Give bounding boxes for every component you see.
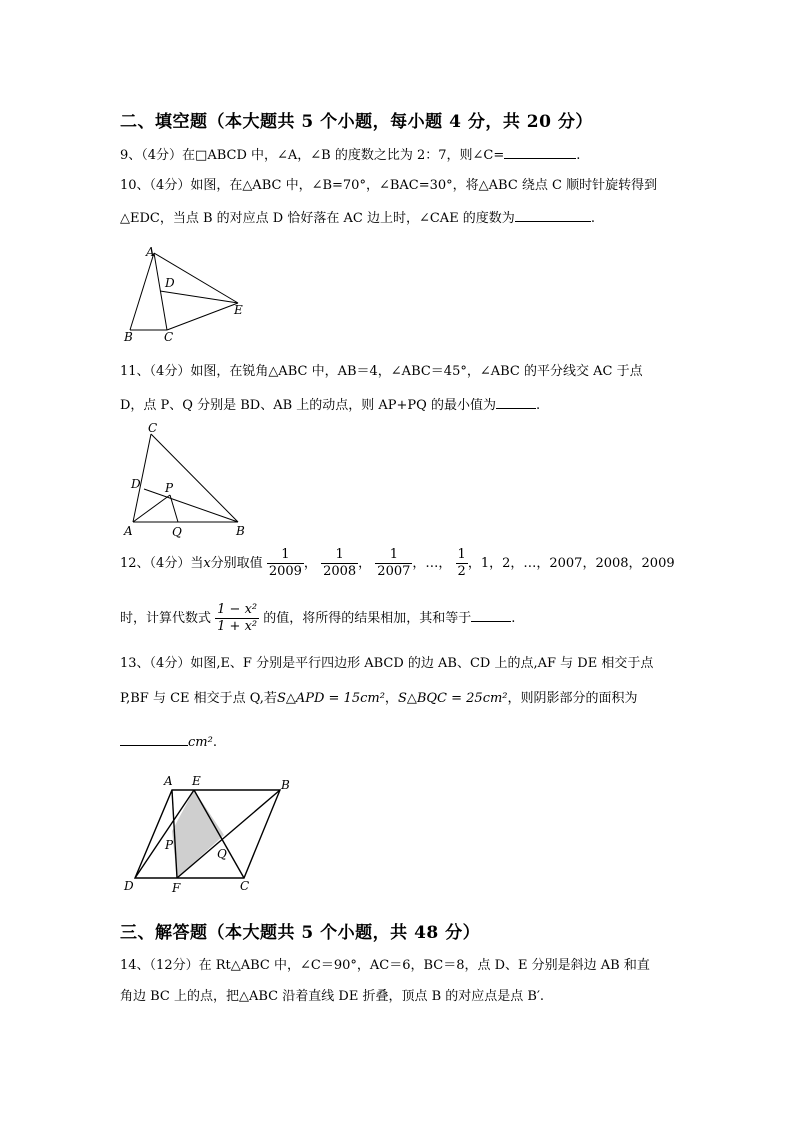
label-B: B [124, 330, 133, 344]
question-13-line2-a: P,BF 与 CE 相交于点 Q,若 [120, 691, 277, 706]
question-10-line1: 10、（4分）如图，在△ABC 中，∠B=70°，∠BAC=30°，将△ABC 绕点 C 顺时针旋转得到 [120, 178, 658, 193]
question-13-line2-b: ，则阴影部分的面积为 [507, 691, 638, 706]
label-C: C [148, 421, 158, 435]
question-13-line1: 13、（4分）如图,E、F 分别是平行四边形 ABCD 的边 AB、CD 上的点,AF 与 DE 相交于点 [120, 656, 654, 671]
unit-cm2: cm² [188, 735, 213, 750]
label-F: F [172, 881, 181, 895]
label-Q: Q [217, 847, 227, 861]
area-s-apd: S△APD = 15cm² [276, 691, 385, 706]
answer-blank[interactable] [504, 145, 576, 159]
question-10-text: △EDC，当点 B 的对应点 D 恰好落在 AC 边上时，∠CAE 的度数为 [120, 211, 515, 226]
period: . [511, 611, 516, 626]
separator: ， [384, 691, 398, 706]
label-B: B [236, 524, 245, 538]
question-11-text: D，点 P、Q 分别是 BD、AB 上的动点，则 AP+PQ 的最小值为 [120, 398, 496, 413]
question-9 [120, 145, 580, 165]
question-11-line1: 11、（4分）如图，在锐角△ABC 中，AB＝4，∠ABC＝45°，∠ABC 的平分线交 AC 于点 [120, 364, 643, 379]
fraction-expression: $\frac{\text{1 − x²}}{\text{1 + x²}}$ [217, 602, 258, 634]
question-12-prefix: 12、（4分）当 [120, 556, 204, 571]
label-A: A [146, 245, 155, 259]
question-12-tail: ，1，2，…，2007，2008，2009 [467, 556, 675, 571]
label-Q: Q [172, 525, 182, 539]
label-A: A [164, 774, 173, 788]
question-10-line2 [120, 208, 595, 228]
figure-q13-parallelogram [118, 768, 298, 896]
label-P: P [165, 481, 174, 495]
label-A: A [124, 524, 133, 538]
question-12-line2-b: 的值，将所得的结果相加，其和等于 [263, 611, 472, 626]
label-P: P [165, 838, 174, 852]
fraction-1-2: $\frac{1}{2}$ [457, 547, 466, 579]
period: . [212, 735, 217, 750]
fraction-1-2009: $\frac{1}{2009}$ [268, 547, 302, 579]
ellipsis: ，…， [412, 556, 452, 571]
question-13-line3 [120, 732, 217, 752]
question-14-line2: 角边 BC 上的点，把△ABC 沿着直线 DE 折叠，顶点 B 的对应点是点 B′. [120, 989, 545, 1004]
question-13-line2 [120, 690, 638, 708]
period: . [576, 148, 581, 163]
answer-blank[interactable] [515, 208, 591, 222]
question-12-line2 [120, 597, 515, 641]
question-11-line2 [120, 395, 540, 415]
section-title-answers: 三、解答题（本大题共 5 个小题，共 48 分） [120, 923, 481, 943]
fraction-1-2007: $\frac{1}{2007}$ [377, 547, 411, 579]
question-12-mid: 分别取值 [210, 556, 263, 571]
period: . [535, 398, 541, 413]
label-E: E [234, 303, 243, 317]
label-C: C [164, 330, 174, 344]
section-title-fill-blank: 二、填空题（本大题共 5 个小题，每小题 4 分，共 20 分） [120, 112, 593, 132]
answer-blank[interactable] [471, 608, 511, 622]
figure-q11-triangle [118, 418, 253, 542]
label-D: D [124, 879, 134, 893]
question-12-line2-a: 时，计算代数式 [120, 611, 212, 626]
answer-blank[interactable] [496, 395, 536, 409]
area-s-bqc: S△BQC = 25cm² [397, 691, 508, 706]
label-D: D [131, 477, 141, 491]
period: . [590, 211, 595, 226]
figure-q10-triangles [118, 243, 253, 345]
label-C: C [240, 879, 250, 893]
answer-blank[interactable] [120, 732, 188, 746]
label-B: B [281, 778, 290, 792]
label-E: E [192, 774, 201, 788]
label-D: D [165, 276, 175, 290]
variable-x: x [203, 556, 211, 571]
question-14-line1: 14、（12分）在 Rt△ABC 中，∠C＝90°，AC＝6，BC＝8，点 D、E 分别是斜边 AB 和直 [120, 958, 650, 973]
question-9-text: 9、（4分）在□ABCD 中，∠A，∠B 的度数之比为 2：7，则∠C= [120, 148, 505, 163]
question-12-line1: 12、（4分）当x分别取值 $\frac{1}{2009}$ ， $\frac{1}{2008}$ ， $\frac{1}{2007}$ ，…， $\frac{1}{2}$ ，1，2，…，2007，2008，2009 [120, 547, 675, 579]
fraction-1-2008: $\frac{1}{2008}$ [323, 547, 357, 579]
shaded-region [172, 790, 224, 878]
